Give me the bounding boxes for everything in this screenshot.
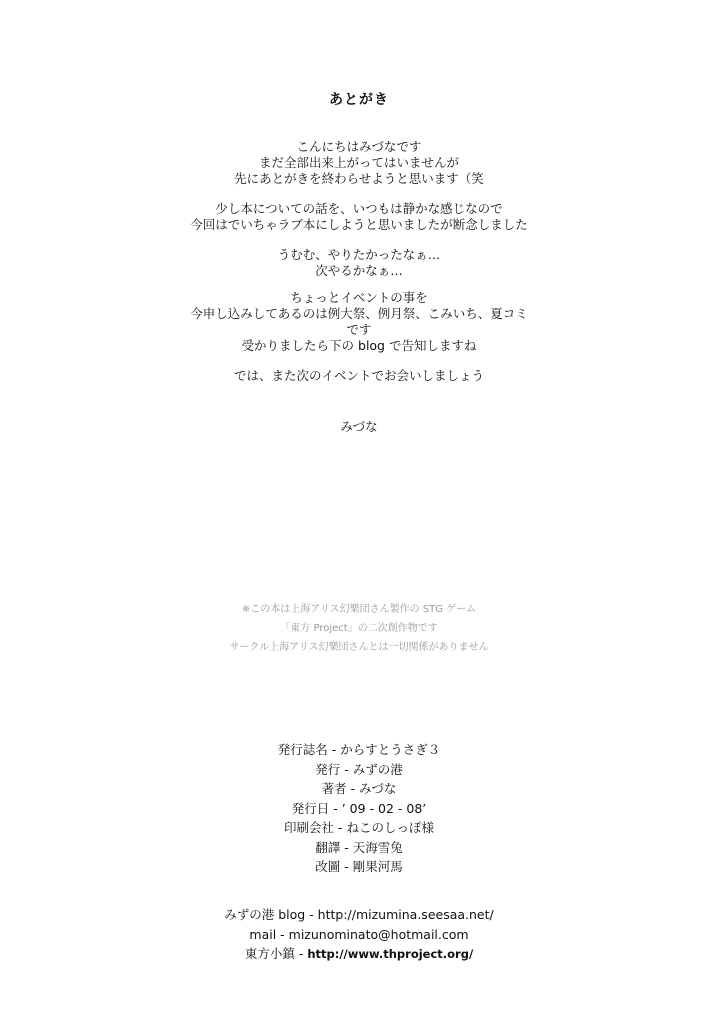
contact-info [0, 905, 718, 965]
signature-text: みづな [340, 419, 378, 434]
disclaimer-notice [0, 600, 718, 657]
paragraph-about-book [0, 201, 718, 233]
notice-line: 「東方 Project」の二次創作物です [280, 623, 438, 634]
text-line: では、また次のイベントでお会いしましょう [233, 368, 484, 383]
colophon [0, 740, 718, 877]
text-line: まだ全部出来上がってはいませんが [258, 155, 459, 170]
paragraph-regret [0, 247, 718, 279]
text-line: うむむ、やりたかったなぁ… [277, 247, 441, 262]
colophon-date: 発行日 - ’ 09 - 02 - 08’ [291, 800, 427, 816]
text-line: 今回はでいちゃラブ本にしようと思いましたが断念しました [190, 217, 528, 232]
notice-line: ※この本は上海アリス幻樂団さん製作の STG ゲーム [241, 604, 477, 615]
page-title: あとがき [329, 92, 389, 108]
colophon-publisher: 発行 - みずの港 [315, 761, 403, 777]
colophon-author: 著者 - みづな [321, 781, 397, 796]
site-link[interactable]: http://www.thproject.org/ [307, 947, 474, 961]
mail-link[interactable]: mail - mizunominato@hotmail.com [249, 926, 469, 942]
notice-line: サークル上海アリス幻樂団さんとは一切関係がありません [229, 642, 489, 653]
colophon-editor: 改圖 - 剛果河馬 [315, 859, 403, 874]
signature [0, 419, 718, 435]
text-line: 次やるかなぁ… [315, 263, 403, 278]
blog-link[interactable]: みずの港 blog - http://mizumina.seesaa.net/ [224, 907, 494, 922]
paragraph-greeting [0, 139, 718, 187]
text-line: 今申し込みしてあるのは例大祭、例月祭、こみいち、夏コミ [190, 306, 528, 321]
text-line: です [346, 322, 372, 337]
text-line: 受かりましたら下の blog で告知しますね [241, 338, 477, 353]
text-line: 少し本についての話を、いつもは静かな感じなので [215, 201, 503, 216]
text-line: こんにちはみづなです [296, 139, 422, 154]
paragraph-events [0, 290, 718, 354]
text-line: 先にあとがきを終わらせようと思います（笑 [234, 171, 484, 186]
paragraph-closing [0, 368, 718, 384]
colophon-title: 発行誌名 - からすとうさぎ３ [277, 742, 441, 757]
text-line: ちょっとイベントの事を [290, 290, 428, 305]
colophon-translator: 翻譯 - 天海雪兔 [315, 839, 403, 855]
site-line [0, 944, 718, 965]
colophon-printer: 印刷会社 - ねこのしっぽ様 [284, 820, 434, 835]
site-label: 東方小鎮 - [244, 946, 308, 961]
